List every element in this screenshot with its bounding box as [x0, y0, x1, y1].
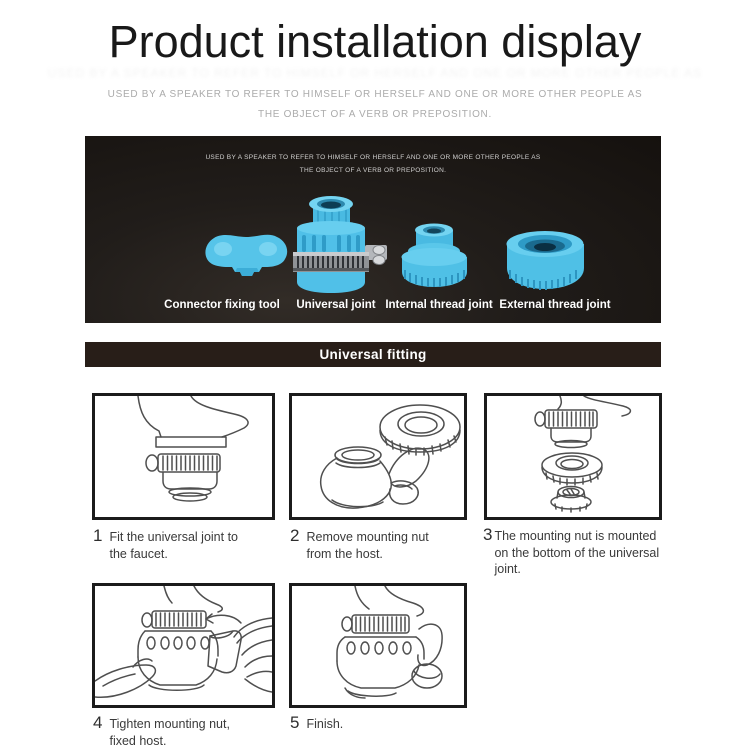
banner-caption-line-2: THE OBJECT OF A VERB OR PREPOSITION.: [299, 167, 447, 174]
step-3-number: 3: [483, 525, 493, 544]
step-1-illustration: [95, 396, 272, 517]
step-1-number: 1: [93, 526, 103, 545]
subtitle-line-2: THE OBJECT OF A VERB OR PREPOSITION.: [258, 109, 492, 120]
step-4-figure: [92, 583, 275, 708]
step-4-text: Tighten mounting nut, fixed host.: [109, 717, 230, 748]
step-4-number: 4: [93, 713, 103, 732]
ghost-watermark-text: USED BY A SPEAKER TO REFER TO HIMSELF OR HERSELF AND ONE OR MORE OTHER PEOPLE AS: [47, 66, 703, 80]
step-5-caption: [290, 714, 456, 733]
universal-joint-image: [291, 194, 391, 300]
step-3-text: The mounting nut is mounted on the bottom of the universal joint.: [494, 529, 660, 576]
part-label-internal-thread-joint: Internal thread joint: [385, 299, 493, 311]
internal-thread-joint-image: [396, 220, 474, 297]
step-1-text: Fit the universal joint to the faucet.: [109, 530, 239, 561]
step-3-figure: [484, 393, 662, 520]
step-2-figure: [289, 393, 467, 520]
section-bar: [85, 342, 661, 367]
step-2-number: 2: [290, 526, 300, 545]
page-title: Product installation display: [108, 16, 642, 67]
banner-caption-line-1: USED BY A SPEAKER TO REFER TO HIMSELF OR HERSELF AND ONE OR MORE OTHER PEOPLE AS: [205, 154, 541, 161]
step-1-caption: [93, 527, 244, 562]
step-5-illustration: [292, 586, 464, 705]
step-5-figure: [289, 583, 467, 708]
connector-fixing-tool-image: [201, 228, 290, 285]
step-2-illustration: [292, 396, 464, 517]
step-2-text: Remove mounting nut from the host.: [306, 530, 429, 561]
part-label-connector-fixing-tool: Connector fixing tool: [164, 299, 280, 311]
part-label-universal-joint: Universal joint: [296, 299, 376, 311]
step-3-caption: [483, 526, 672, 578]
step-5-text: Finish.: [306, 717, 344, 731]
step-1-figure: [92, 393, 275, 520]
step-3-illustration: [487, 396, 659, 517]
external-thread-joint-image: [504, 226, 587, 299]
step-5-number: 5: [290, 713, 300, 732]
product-photo-banner: [85, 136, 661, 323]
step-2-caption: [290, 527, 451, 562]
step-4-caption: [93, 714, 259, 749]
part-label-external-thread-joint: External thread joint: [499, 299, 611, 311]
step-4-illustration: [95, 586, 272, 705]
section-title: Universal fitting: [319, 347, 427, 362]
subtitle-line-1: USED BY A SPEAKER TO REFER TO HIMSELF OR HERSELF AND ONE OR MORE OTHER PEOPLE AS: [107, 89, 643, 100]
